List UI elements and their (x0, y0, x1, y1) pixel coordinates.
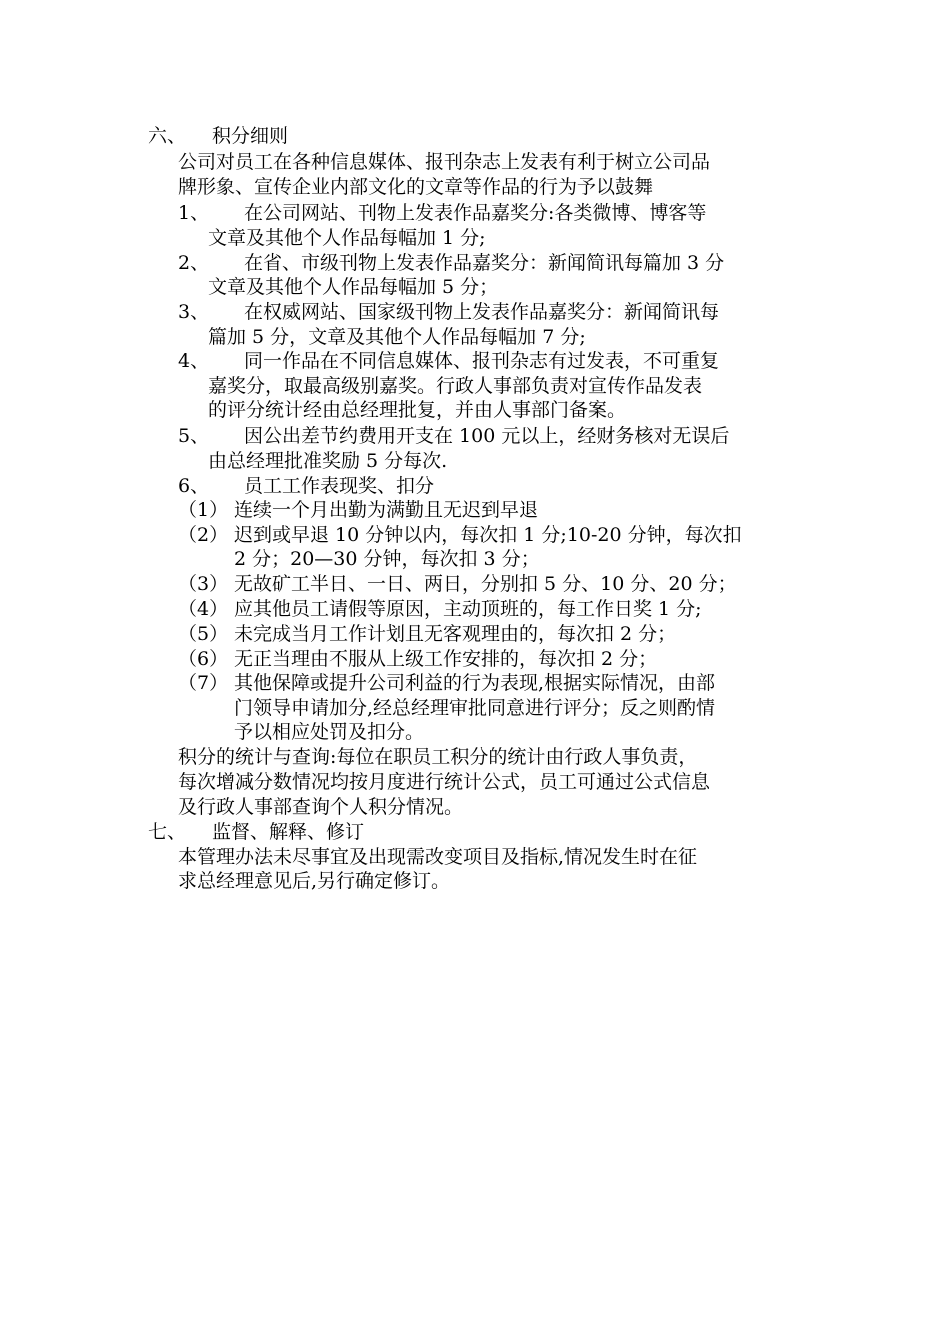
item-text: 文章及其他个人作品每幅加 5 分； (208, 276, 499, 298)
subitem-number: （6） (178, 648, 229, 670)
item-text: 在权威网站、国家级刊物上发表作品嘉奖分：新闻简讯每 (244, 301, 720, 323)
item-number: 2、 (178, 252, 210, 274)
item-number: 1、 (178, 202, 210, 224)
stats-line: 每次增减分数情况均按月度进行统计公式，员工可通过公式信息 (178, 771, 711, 793)
subitem-text: 门领导申请加分,经总经理审批同意进行评分；反之则酌情 (234, 697, 716, 719)
item-text: 文章及其他个人作品每幅加 1 分; (208, 227, 486, 249)
item-text: 由总经理批准奖励 5 分每次. (208, 450, 448, 472)
item-text: 员工工作表现奖、扣分 (244, 475, 435, 497)
stats-line: 积分的统计与查询:每位在职员工积分的统计由行政人事负责， (178, 746, 698, 768)
section-6-intro-line: 牌形象、宣传企业内部文化的文章等作品的行为予以鼓舞 (178, 176, 654, 198)
subitem-text: 应其他员工请假等原因，主动顶班的，每工作日奖 1 分; (234, 598, 702, 620)
subitem-number: （2） (178, 524, 229, 546)
item-text: 在省、市级刊物上发表作品嘉奖分：新闻简讯每篇加 3 分 (244, 252, 725, 274)
item-text: 在公司网站、刊物上发表作品嘉奖分:各类微博、博客等 (244, 202, 707, 224)
subitem-number: （3） (178, 573, 229, 595)
item-number: 4、 (178, 350, 210, 372)
stats-line: 及行政人事部查询个人积分情况。 (178, 796, 464, 818)
item-number: 6、 (178, 475, 210, 497)
item-text: 篇加 5 分，文章及其他个人作品每幅加 7 分; (208, 326, 586, 348)
subitem-text: 迟到或早退 10 分钟以内，每次扣 1 分;10-20 分钟，每次扣 (234, 524, 742, 546)
item-text: 同一作品在不同信息媒体、报刊杂志有过发表，不可重复 (244, 350, 720, 372)
section-7-body-line: 求总经理意见后,另行确定修订。 (178, 870, 451, 892)
subitem-text: 2 分；20—30 分钟，每次扣 3 分； (234, 548, 540, 570)
section-7-title: 监督、解释、修订 (212, 821, 365, 843)
subitem-text: 予以相应处罚及扣分。 (234, 721, 425, 743)
section-6-intro-line: 公司对员工在各种信息媒体、报刊杂志上发表有利于树立公司品 (178, 151, 711, 173)
item-number: 5、 (178, 425, 210, 447)
item-text: 因公出差节约费用开支在 100 元以上，经财务核对无误后 (244, 425, 730, 447)
subitem-number: （5） (178, 623, 229, 645)
item-text: 的评分统计经由总经理批复，并由人事部门备案。 (208, 399, 627, 421)
subitem-text: 连续一个月出勤为满勤且无迟到早退 (234, 499, 539, 521)
subitem-number: （7） (178, 672, 229, 694)
subitem-number: （4） (178, 598, 229, 620)
subitem-text: 无正当理由不服从上级工作安排的，每次扣 2 分； (234, 648, 658, 670)
section-6-title: 积分细则 (212, 125, 289, 147)
section-7-body-line: 本管理办法未尽事宜及出现需改变项目及指标,情况发生时在征 (178, 846, 698, 868)
subitem-text: 未完成当月工作计划且无客观理由的，每次扣 2 分； (234, 623, 677, 645)
subitem-text: 无故矿工半日、一日、两日，分别扣 5 分、10 分、20 分； (234, 573, 737, 595)
section-6-number: 六、 (148, 125, 187, 147)
subitem-text: 其他保障或提升公司利益的行为表现,根据实际情况，由部 (234, 672, 716, 694)
item-text: 嘉奖分，取最高级别嘉奖。行政人事部负责对宣传作品发表 (208, 375, 703, 397)
item-number: 3、 (178, 301, 210, 323)
subitem-number: （1） (178, 499, 229, 521)
section-7-number: 七、 (148, 821, 187, 843)
